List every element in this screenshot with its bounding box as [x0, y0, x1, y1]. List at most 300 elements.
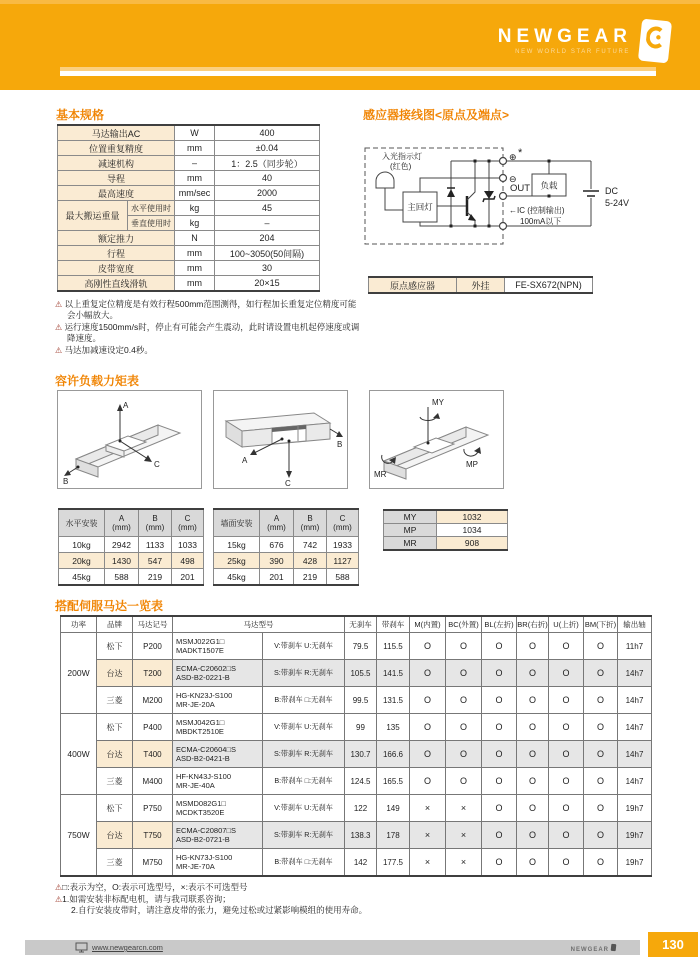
spec-value: 400: [215, 125, 320, 141]
option-cell: O: [584, 768, 618, 795]
option-cell: O: [549, 849, 584, 877]
option-cell: O: [482, 687, 517, 714]
model-cell: [173, 687, 263, 714]
option-cell: O: [482, 741, 517, 768]
sensor-model: FE-SX672(NPN): [505, 277, 593, 293]
option-cell: O: [517, 714, 549, 741]
option-cell: O: [482, 633, 517, 660]
motor-code-cell: T750: [133, 822, 173, 849]
brand-cell: 三菱: [97, 768, 133, 795]
model-line: ASD-B2-0421-B: [176, 754, 230, 763]
header-power: 功率: [61, 616, 97, 633]
model-line: MADKT1507E: [176, 646, 224, 655]
lion-mark-icon: [645, 25, 666, 53]
table-row: [61, 660, 652, 687]
spec-label: 行程: [58, 246, 175, 261]
spec-unit: mm: [175, 261, 215, 276]
table-row: [214, 553, 359, 569]
table-row: [61, 687, 652, 714]
header-u: U(上折): [549, 616, 584, 633]
diagram-wall-mount: [213, 390, 348, 489]
footer-brand: [571, 944, 616, 953]
header-bl: BL(左折): [482, 616, 517, 633]
lamp-label: 入光指示灯: [382, 152, 422, 161]
table-header-row: [61, 616, 652, 633]
spec-unit: mm: [175, 276, 215, 292]
option-cell: O: [446, 633, 482, 660]
motor-code-cell: M400: [133, 768, 173, 795]
ic-current-label: 100mA以下: [520, 217, 562, 226]
motor-table-title: 搭配伺服马达一览表: [55, 599, 164, 613]
basic-specs-notes: [55, 299, 360, 357]
plus-terminal-label: ⊕: [509, 152, 517, 162]
spec-value: 1：2.5（同步轮）: [215, 156, 320, 171]
option-cell: O: [446, 660, 482, 687]
length-cell: 79.5: [345, 633, 377, 660]
spec-unit: mm: [175, 246, 215, 261]
spec-label: 高刚性直线滑轨: [58, 276, 175, 292]
spec-unit: mm/sec: [175, 186, 215, 201]
mount-header: 水平安装: [59, 509, 105, 537]
website-link[interactable]: www.newgearcn.com: [92, 943, 163, 952]
spec-label: 额定推力: [58, 231, 175, 246]
header-no-brake: 无刹车: [345, 616, 377, 633]
model-line: MSMJ042G1□: [176, 717, 225, 727]
spec-value: –: [215, 216, 320, 231]
brand-cell: 松下: [97, 633, 133, 660]
col-header: A (mm): [260, 509, 294, 537]
weight-cell: 20kg: [59, 553, 105, 569]
servo-motor-table: [60, 615, 652, 877]
option-cell: O: [482, 660, 517, 687]
option-cell: O: [584, 714, 618, 741]
axis-a-label: A: [123, 401, 129, 410]
model-cell: [173, 768, 263, 795]
footer-brand-text: NEWGEAR: [570, 947, 609, 953]
note-text: 马达加减速设定0.4秒。: [64, 345, 153, 355]
length-cell: 115.5: [377, 633, 410, 660]
option-cell: O: [549, 660, 584, 687]
indicator-lamp-icon: [376, 172, 394, 188]
moment-mr-label: MR: [374, 470, 387, 479]
page-number-badge: 130: [648, 932, 698, 957]
option-cell: O: [410, 687, 446, 714]
table-row: [214, 569, 359, 586]
header-with-brake: 带刹车: [377, 616, 410, 633]
option-cell: ×: [446, 849, 482, 877]
value-cell: 219: [294, 569, 327, 586]
brake-cell: B:带刹车 □:无刹车: [263, 849, 345, 877]
table-row: [59, 569, 204, 586]
value-cell: 742: [294, 537, 327, 553]
moment-values-table: [383, 509, 508, 551]
option-cell: O: [549, 687, 584, 714]
terminal-out: [500, 193, 507, 200]
model-cell: [173, 795, 263, 822]
header-top-strip: [0, 0, 700, 4]
model-cell: [173, 849, 263, 877]
model-line: ASD-B2-0721-B: [176, 835, 230, 844]
option-cell: O: [410, 741, 446, 768]
motor-code-cell: T400: [133, 741, 173, 768]
motor-code-cell: M200: [133, 687, 173, 714]
table-row: [58, 171, 320, 186]
header-shaft: 输出轴: [618, 616, 652, 633]
note-text: 1.如需安装非标配电机，请与我司联系咨询；: [62, 893, 231, 904]
spec-value: ±0.04: [215, 141, 320, 156]
brand-cell: 台达: [97, 660, 133, 687]
spec-value: 30: [215, 261, 320, 276]
power-cell: 200W: [61, 633, 97, 714]
option-cell: O: [482, 822, 517, 849]
rail-diagram-horizontal: [58, 391, 201, 488]
length-cell: 131.5: [377, 687, 410, 714]
note-line: [55, 322, 360, 344]
wiring-diagram: [363, 136, 700, 262]
table-row: [58, 201, 320, 216]
option-cell: O: [446, 714, 482, 741]
length-cell: 141.5: [377, 660, 410, 687]
weight-cell: 15kg: [214, 537, 260, 553]
brand-tagline: NEW WORLD STAR FUTURE: [515, 49, 630, 55]
header-m: M(内置): [410, 616, 446, 633]
spec-unit: mm: [175, 141, 215, 156]
origin-sensor-table: [368, 276, 593, 294]
wall-mount-table: [213, 508, 359, 586]
value-cell: 498: [172, 553, 204, 569]
table-row: [61, 633, 652, 660]
diagram-moments: [369, 390, 504, 489]
model-line: MSMD082G1□: [176, 798, 226, 808]
footer-logo-icon: [611, 944, 617, 951]
length-cell: 177.5: [377, 849, 410, 877]
power-cell: 400W: [61, 714, 97, 795]
option-cell: O: [584, 741, 618, 768]
moment-key: MR: [384, 537, 437, 551]
terminal-ground: [500, 223, 507, 230]
option-cell: O: [482, 714, 517, 741]
model-line: MR-JE-70A: [176, 862, 215, 871]
moment-my-label: MY: [432, 398, 444, 407]
terminal-plus: [500, 158, 507, 165]
shaft-cell: 14h7: [618, 687, 652, 714]
value-cell: 676: [260, 537, 294, 553]
note-line: [55, 882, 615, 894]
load-label: 负载: [540, 180, 558, 191]
length-cell: 138.3: [345, 822, 377, 849]
brake-cell: V:带刹车 U:无刹车: [263, 795, 345, 822]
value-cell: 1033: [172, 537, 204, 553]
spec-unit: N: [175, 231, 215, 246]
length-cell: 165.5: [377, 768, 410, 795]
axis-b-label: B: [337, 440, 343, 449]
col-header: B (mm): [139, 509, 172, 537]
option-cell: O: [549, 768, 584, 795]
option-cell: ×: [410, 849, 446, 877]
brand-cell: 三菱: [97, 687, 133, 714]
table-row: [58, 261, 320, 276]
brand-cell: 台达: [97, 822, 133, 849]
moment-key: MY: [384, 510, 437, 524]
shaft-cell: 19h7: [618, 822, 652, 849]
spec-label: 皮带宽度: [58, 261, 175, 276]
spec-sublabel: 水平使用时: [128, 201, 175, 216]
value-cell: 1430: [105, 553, 139, 569]
star-label: *: [518, 147, 523, 159]
weight-cell: 45kg: [59, 569, 105, 586]
wiring-title: 感应器接线图<原点及端点>: [363, 108, 510, 122]
option-cell: O: [584, 822, 618, 849]
length-cell: 130.7: [345, 741, 377, 768]
warning-icon: ⚠: [55, 883, 63, 892]
table-row: [61, 714, 652, 741]
spec-value: 100~3050(50间隔): [215, 246, 320, 261]
model-line: MBDKT2510E: [176, 727, 224, 736]
table-row: [384, 537, 508, 551]
option-cell: O: [584, 660, 618, 687]
spec-label: 马达输出AC: [58, 125, 175, 141]
spec-label: 最大搬运重量: [58, 201, 128, 231]
option-cell: O: [584, 849, 618, 877]
length-cell: 124.5: [345, 768, 377, 795]
ic-label: ←IC (控制输出): [509, 206, 565, 215]
shaft-cell: 14h7: [618, 660, 652, 687]
length-cell: 135: [377, 714, 410, 741]
model-line: ECMA-C20604□S: [176, 744, 236, 754]
footer-bar: [25, 940, 640, 955]
value-cell: 2942: [105, 537, 139, 553]
option-cell: O: [482, 768, 517, 795]
table-row: [61, 795, 652, 822]
model-cell: [173, 714, 263, 741]
length-cell: 105.5: [345, 660, 377, 687]
table-row: [58, 125, 320, 141]
option-cell: O: [517, 633, 549, 660]
horizontal-mount-table: [58, 508, 204, 586]
length-cell: 149: [377, 795, 410, 822]
brake-cell: B:带刹车 □:无刹车: [263, 768, 345, 795]
brand-cell: 松下: [97, 714, 133, 741]
value-cell: 428: [294, 553, 327, 569]
model-cell: [173, 660, 263, 687]
table-row: [58, 231, 320, 246]
spec-unit: W: [175, 125, 215, 141]
table-row: [61, 741, 652, 768]
motor-code-cell: P750: [133, 795, 173, 822]
rail-diagram-moments: [370, 391, 503, 488]
option-cell: O: [517, 741, 549, 768]
table-row: [58, 156, 320, 171]
model-line: HG-KN23J-S100: [176, 690, 233, 700]
table-row: [369, 277, 593, 293]
motor-code-cell: P400: [133, 714, 173, 741]
option-cell: O: [517, 795, 549, 822]
table-row: [58, 186, 320, 201]
warning-icon: ⚠: [55, 323, 63, 332]
brake-cell: S:带刹车 R:无刹车: [263, 660, 345, 687]
option-cell: O: [410, 633, 446, 660]
option-cell: O: [410, 660, 446, 687]
header-code: 马达记号: [133, 616, 173, 633]
header-bc: BC(外置): [446, 616, 482, 633]
dc-label: DC: [605, 186, 618, 196]
col-header: C (mm): [327, 509, 359, 537]
out-label: OUT: [510, 183, 531, 194]
model-line: MR-JE-40A: [176, 781, 215, 790]
shaft-cell: 14h7: [618, 741, 652, 768]
spec-sublabel: 垂直使用时: [128, 216, 175, 231]
option-cell: O: [482, 849, 517, 877]
model-line: MCDKT3520E: [176, 808, 225, 817]
brand-cell: 台达: [97, 741, 133, 768]
length-cell: 122: [345, 795, 377, 822]
moment-key: MP: [384, 524, 437, 537]
note-text: 2.自行安装皮带时，请注意皮带的张力，避免过松或过紧影响模组的使用寿命。: [71, 905, 368, 915]
spec-value: 45: [215, 201, 320, 216]
table-row: [58, 276, 320, 292]
value-cell: 201: [172, 569, 204, 586]
weight-cell: 10kg: [59, 537, 105, 553]
option-cell: ×: [410, 822, 446, 849]
axis-a-label: A: [242, 456, 248, 465]
motor-code-cell: P200: [133, 633, 173, 660]
option-cell: O: [549, 822, 584, 849]
spec-label: 最高速度: [58, 186, 175, 201]
table-row: [58, 141, 320, 156]
spec-value: 204: [215, 231, 320, 246]
header-model: 马达型号: [173, 616, 345, 633]
note-line: [55, 894, 615, 906]
option-cell: ×: [410, 795, 446, 822]
table-row: [59, 509, 204, 537]
model-cell: [173, 822, 263, 849]
length-cell: 99.5: [345, 687, 377, 714]
option-cell: O: [482, 795, 517, 822]
length-cell: 166.6: [377, 741, 410, 768]
warning-icon: ⚠: [55, 894, 63, 904]
mount-header: 墙面安装: [214, 509, 260, 537]
option-cell: O: [410, 768, 446, 795]
brake-cell: B:带刹车 □:无刹车: [263, 687, 345, 714]
model-line: ECMA-C20602□S: [176, 663, 236, 673]
brake-cell: V:带刹车 U:无刹车: [263, 633, 345, 660]
brake-cell: S:带刹车 R:无刹车: [263, 741, 345, 768]
header-brand: 品牌: [97, 616, 133, 633]
table-row: [214, 509, 359, 537]
value-cell: 390: [260, 553, 294, 569]
moment-value: 1032: [437, 510, 508, 524]
page-header: [0, 0, 700, 90]
model-cell: [173, 633, 263, 660]
note-line: [55, 905, 615, 917]
basic-specs-table: [57, 124, 320, 292]
terminal-minus: [500, 175, 507, 182]
option-cell: ×: [446, 795, 482, 822]
model-line: MR-JE-20A: [176, 700, 215, 709]
spec-value: 20×15: [215, 276, 320, 292]
shaft-cell: 14h7: [618, 714, 652, 741]
option-cell: O: [517, 849, 549, 877]
brand-cell: 松下: [97, 795, 133, 822]
col-header: B (mm): [294, 509, 327, 537]
table-row: [61, 849, 652, 877]
power-cell: 750W: [61, 795, 97, 877]
value-cell: 547: [139, 553, 172, 569]
note-line: [55, 345, 360, 356]
load-moment-title: 容许负载力矩表: [55, 374, 140, 388]
dc-voltage-label: 5-24V: [605, 198, 630, 208]
motor-code-cell: M750: [133, 849, 173, 877]
spec-value: 40: [215, 171, 320, 186]
option-cell: O: [446, 741, 482, 768]
value-cell: 1933: [327, 537, 359, 553]
option-cell: O: [549, 633, 584, 660]
col-header: C (mm): [172, 509, 204, 537]
warning-icon: ⚠: [55, 346, 63, 355]
header-divider-white: [60, 71, 656, 76]
axis-c-label: C: [154, 460, 160, 469]
option-cell: O: [517, 687, 549, 714]
table-row: [214, 537, 359, 553]
option-cell: O: [446, 687, 482, 714]
axis-c-label: C: [285, 479, 291, 488]
value-cell: 201: [260, 569, 294, 586]
brake-cell: V:带刹车 U:无刹车: [263, 714, 345, 741]
shaft-cell: 14h7: [618, 768, 652, 795]
motor-table-notes: [55, 882, 615, 917]
rail-diagram-wall: [214, 391, 347, 488]
lamp-color-label: (红色): [390, 162, 412, 171]
note-text: □:表示为空，O:表示可选型号，×:表示不可选型号: [62, 882, 248, 892]
shaft-cell: 11h7: [618, 633, 652, 660]
spec-unit: kg: [175, 201, 215, 216]
model-line: MSMJ022G1□: [176, 636, 225, 646]
value-cell: 1133: [139, 537, 172, 553]
col-header: A (mm): [105, 509, 139, 537]
table-row: [384, 524, 508, 537]
model-line: ASD-B2-0221-B: [176, 673, 230, 682]
warning-icon: ⚠: [55, 300, 63, 309]
length-cell: 142: [345, 849, 377, 877]
option-cell: O: [584, 633, 618, 660]
length-cell: 178: [377, 822, 410, 849]
table-row: [384, 510, 508, 524]
shaft-cell: 19h7: [618, 795, 652, 822]
spec-label: 减速机构: [58, 156, 175, 171]
weight-cell: 25kg: [214, 553, 260, 569]
option-cell: O: [584, 687, 618, 714]
axis-b-label: B: [63, 477, 69, 486]
diagram-horizontal-mount: [57, 390, 202, 489]
spec-label: 位置重复精度: [58, 141, 175, 156]
value-cell: 1127: [327, 553, 359, 569]
table-row: [61, 822, 652, 849]
spec-unit: kg: [175, 216, 215, 231]
minus-terminal-label: ⊖: [509, 174, 517, 184]
option-cell: O: [446, 768, 482, 795]
sensor-name: 原点感应器: [369, 277, 457, 293]
value-cell: 588: [105, 569, 139, 586]
option-cell: ×: [446, 822, 482, 849]
option-cell: O: [549, 795, 584, 822]
note-line: [55, 299, 360, 321]
moment-value: 1034: [437, 524, 508, 537]
table-row: [61, 768, 652, 795]
option-cell: O: [517, 822, 549, 849]
option-cell: O: [410, 714, 446, 741]
monitor-icon: [75, 942, 88, 953]
moment-mp-label: MP: [466, 460, 478, 469]
